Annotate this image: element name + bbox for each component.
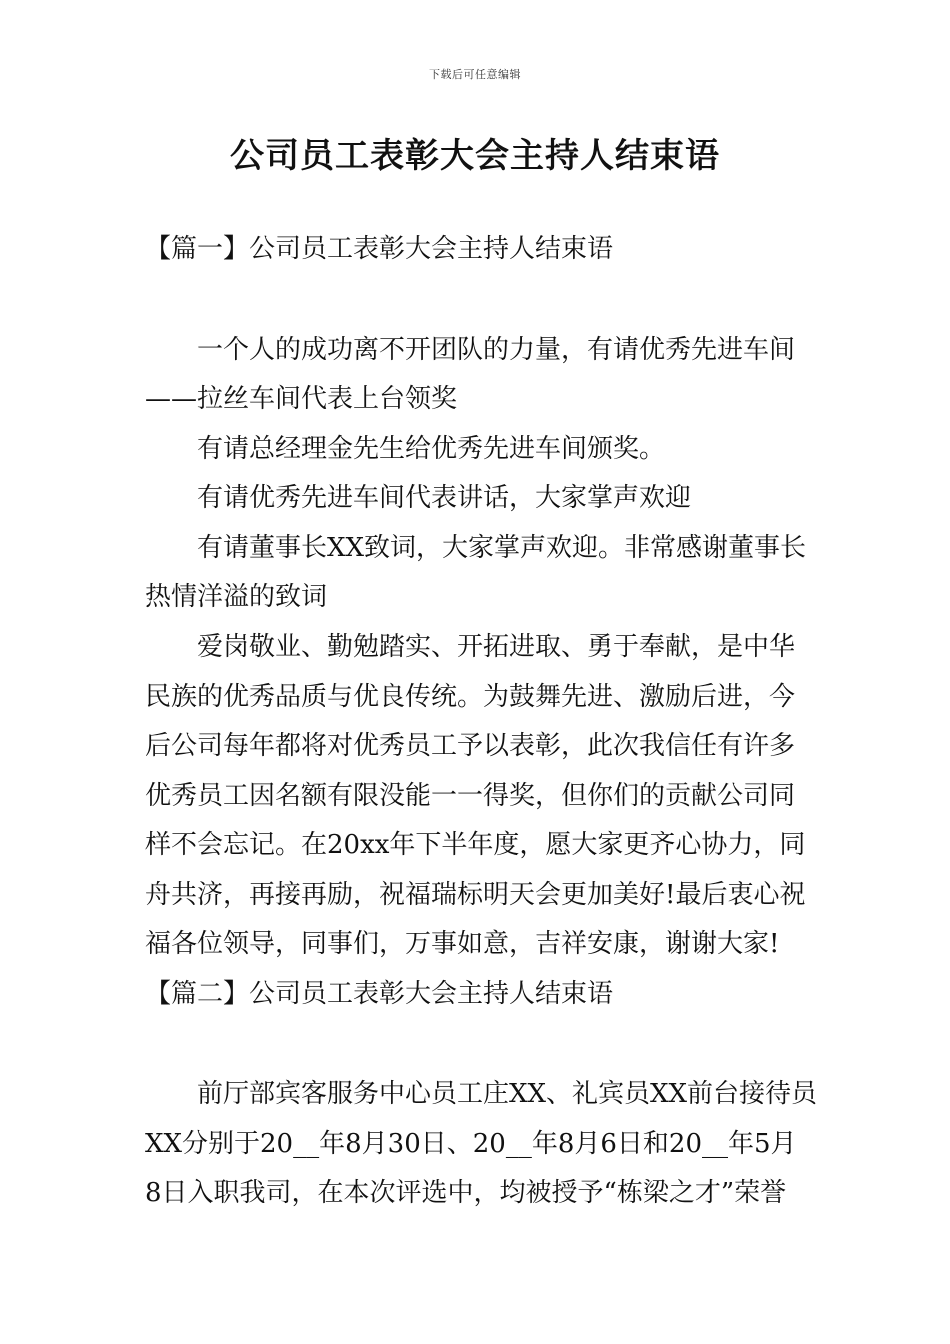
document-title: 公司员工表彰大会主持人结束语 xyxy=(230,136,720,176)
section-heading-2: 【篇二】公司员工表彰大会主持人结束语 xyxy=(145,979,614,1009)
paragraph-line: 热情洋溢的致词 xyxy=(145,582,328,612)
paragraph-line: 福各位领导，同事们，万事如意，吉祥安康，谢谢大家! xyxy=(145,929,780,959)
paragraph-line: 8日入职我司，在本次评选中，均被授予“栋梁之才”荣誉 xyxy=(145,1178,787,1208)
paragraph-line: 前厅部宾客服务中心员工庄XX、礼宾员XX前台接待员 xyxy=(197,1079,818,1109)
paragraph-line: ——拉丝车间代表上台领奖 xyxy=(145,384,458,414)
paragraph-line: XX分别于20__年8月30日、20__年8月6日和20__年5月 xyxy=(145,1129,797,1159)
paragraph-line: 一个人的成功离不开团队的力量，有请优秀先进车间 xyxy=(197,335,796,365)
paragraph-line: 有请优秀先进车间代表讲话，大家掌声欢迎 xyxy=(197,483,692,513)
paragraph-line: 样不会忘记。在20xx年下半年度，愿大家更齐心协力，同 xyxy=(145,830,806,860)
paragraph-line: 有请总经理金先生给优秀先进车间颁奖。 xyxy=(197,434,666,464)
paragraph-line: 舟共济，再接再励，祝福瑞标明天会更加美好!最后衷心祝 xyxy=(145,880,806,910)
paragraph-line: 后公司每年都将对优秀员工予以表彰，此次我信任有许多 xyxy=(145,731,796,761)
paragraph-line: 有请董事长XX致词，大家掌声欢迎。非常感谢董事长 xyxy=(197,533,807,563)
paragraph-line: 优秀员工因名额有限没能一一得奖，但你们的贡献公司同 xyxy=(145,781,796,811)
section-heading-1: 【篇一】公司员工表彰大会主持人结束语 xyxy=(145,234,614,264)
paragraph-line: 民族的优秀品质与优良传统。为鼓舞先进、激励后进，今 xyxy=(145,682,796,712)
paragraph-line: 爱岗敬业、勤勉踏实、开拓进取、勇于奉献，是中华 xyxy=(197,632,796,662)
header-note: 下载后可任意编辑 xyxy=(429,68,521,81)
